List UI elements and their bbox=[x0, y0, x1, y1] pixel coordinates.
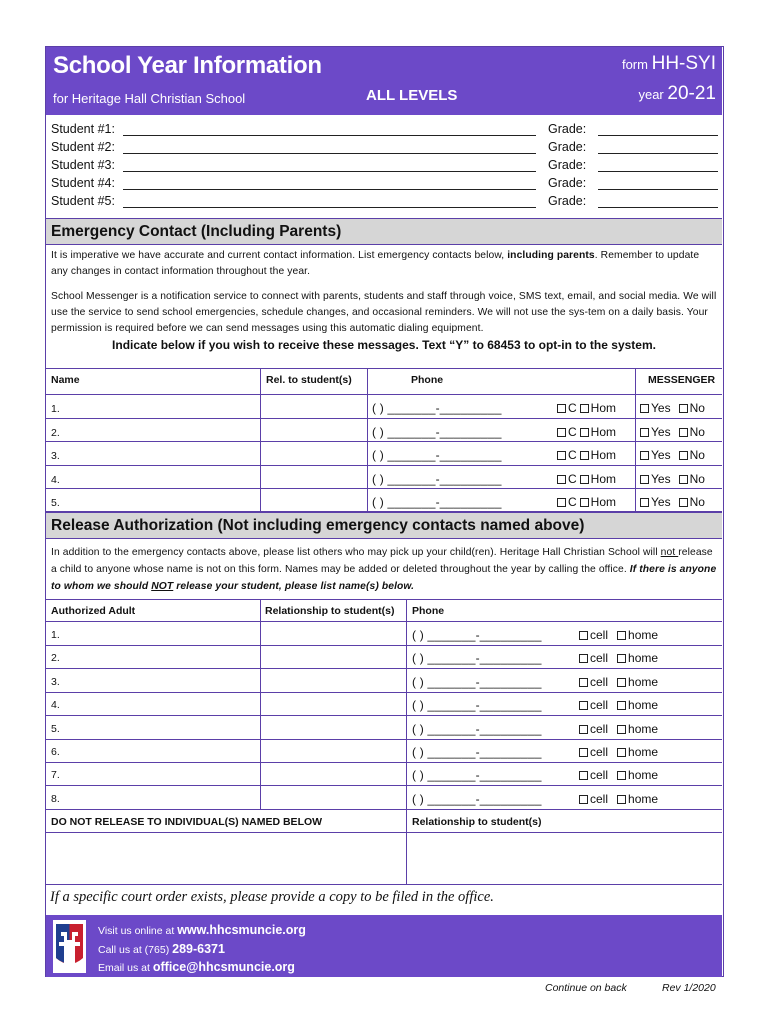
phone-field[interactable]: ( ) _______-_________ bbox=[412, 698, 542, 712]
do-not-release-header: DO NOT RELEASE TO INDIVIDUAL(S) NAMED BELOW bbox=[51, 816, 323, 828]
home-checkbox[interactable] bbox=[580, 428, 589, 437]
school-logo-icon bbox=[53, 920, 86, 973]
table-border bbox=[46, 692, 722, 693]
cell-label: cell bbox=[590, 698, 609, 712]
row-number: 1. bbox=[51, 403, 60, 415]
phone-type-options bbox=[554, 448, 616, 462]
phone-field[interactable]: ( ) _______-_________ bbox=[372, 495, 502, 509]
home-checkbox[interactable] bbox=[580, 498, 589, 507]
yes-checkbox[interactable] bbox=[640, 428, 649, 437]
messenger-options bbox=[637, 448, 705, 462]
cell-checkbox[interactable] bbox=[579, 771, 588, 780]
footer-banner bbox=[46, 915, 722, 977]
phone-type-options bbox=[576, 722, 658, 736]
cell-label: cell bbox=[590, 651, 609, 665]
home-checkbox[interactable] bbox=[617, 795, 626, 804]
home-checkbox[interactable] bbox=[617, 748, 626, 757]
phone-prefix: Call us at (765) bbox=[98, 944, 173, 956]
yes-label: Yes bbox=[651, 425, 671, 439]
phone-type-options bbox=[554, 425, 616, 439]
row-number: 4. bbox=[51, 474, 60, 486]
messenger-options bbox=[637, 425, 705, 439]
no-checkbox[interactable] bbox=[679, 498, 688, 507]
row-number: 8. bbox=[51, 793, 60, 805]
cell-checkbox[interactable] bbox=[579, 701, 588, 710]
student-label: Student #1: bbox=[51, 122, 115, 136]
phone-type-options bbox=[576, 745, 658, 759]
phone-type-options bbox=[576, 675, 658, 689]
phone-field[interactable]: ( ) _______-_________ bbox=[412, 768, 542, 782]
student-label: Student #3: bbox=[51, 158, 115, 172]
home-label: Hom bbox=[590, 448, 617, 462]
home-checkbox[interactable] bbox=[617, 654, 626, 663]
home-checkbox[interactable] bbox=[580, 451, 589, 460]
phone-field[interactable]: ( ) _______-_________ bbox=[372, 401, 502, 415]
grade-field[interactable] bbox=[598, 171, 718, 172]
home-label: home bbox=[628, 722, 659, 736]
col-header-phone: Phone bbox=[411, 374, 444, 386]
grade-label: Grade: bbox=[548, 122, 587, 136]
year-value: 20-21 bbox=[667, 83, 716, 104]
continue-on-back: Continue on back bbox=[545, 982, 627, 994]
phone-field[interactable]: ( ) _______-_________ bbox=[412, 675, 542, 689]
cell-label: C bbox=[568, 495, 577, 509]
messenger-options bbox=[637, 472, 705, 486]
release-text-not: not bbox=[660, 547, 679, 558]
release-italic-b: release your student, please list name(s) below. bbox=[173, 581, 415, 592]
row-number: 2. bbox=[51, 427, 60, 439]
messenger-options bbox=[637, 495, 705, 509]
home-label: home bbox=[628, 651, 659, 665]
cell-checkbox[interactable] bbox=[579, 725, 588, 734]
emergency-section-title: Emergency Contact (Including Parents) bbox=[46, 218, 722, 245]
table-border bbox=[46, 668, 722, 669]
home-label: Hom bbox=[590, 401, 617, 415]
table-border bbox=[46, 394, 722, 395]
home-checkbox[interactable] bbox=[580, 404, 589, 413]
school-year bbox=[638, 83, 716, 105]
form-prefix: form bbox=[621, 57, 648, 72]
cell-checkbox[interactable] bbox=[579, 654, 588, 663]
form-frame bbox=[45, 46, 724, 977]
year-prefix: year bbox=[638, 87, 664, 102]
phone-type-options bbox=[576, 651, 658, 665]
home-checkbox[interactable] bbox=[617, 701, 626, 710]
table-border bbox=[46, 762, 722, 763]
do-not-release-relationship-field[interactable] bbox=[408, 833, 722, 884]
yes-label: Yes bbox=[651, 401, 671, 415]
form-code bbox=[622, 53, 716, 75]
email-prefix: Email us at bbox=[98, 962, 153, 974]
table-border bbox=[46, 621, 722, 622]
grade-label: Grade: bbox=[548, 140, 587, 154]
grade-field[interactable] bbox=[598, 135, 718, 136]
phone-type-options bbox=[576, 792, 658, 806]
phone-type-options bbox=[554, 401, 616, 415]
grade-field[interactable] bbox=[598, 207, 718, 208]
home-label: home bbox=[628, 745, 659, 759]
website-prefix: Visit us online at bbox=[98, 925, 178, 937]
school-phone-number[interactable]: 289-6371 bbox=[172, 942, 225, 956]
cell-checkbox[interactable] bbox=[557, 498, 566, 507]
yes-checkbox[interactable] bbox=[640, 451, 649, 460]
email-link[interactable]: office@hhcsmuncie.org bbox=[152, 960, 295, 974]
table-divider bbox=[367, 368, 368, 511]
row-number: 7. bbox=[51, 769, 60, 781]
school-subtitle: for Heritage Hall Christian School bbox=[53, 91, 246, 106]
home-label: Hom bbox=[590, 495, 617, 509]
table-border bbox=[46, 645, 722, 646]
students-section bbox=[46, 115, 722, 217]
table-divider bbox=[260, 599, 261, 809]
phone-type-options bbox=[576, 628, 658, 642]
website-line bbox=[98, 923, 306, 937]
release-text-a: In addition to the emergency contacts above, please list others who may pick up your child(ren). Heritage Hall Christian School will bbox=[51, 547, 661, 558]
no-label: No bbox=[689, 448, 705, 462]
grade-label: Grade: bbox=[548, 194, 587, 208]
col-header-messenger: MESSENGER bbox=[648, 374, 716, 386]
website-link[interactable]: www.hhcsmuncie.org bbox=[177, 923, 306, 937]
yes-label: Yes bbox=[651, 472, 671, 486]
cell-checkbox[interactable] bbox=[579, 795, 588, 804]
emergency-intro bbox=[51, 248, 717, 280]
student-name-field[interactable] bbox=[123, 189, 536, 190]
cell-label: C bbox=[568, 425, 577, 439]
table-border bbox=[46, 488, 722, 489]
grade-field[interactable] bbox=[598, 153, 718, 154]
home-checkbox[interactable] bbox=[617, 631, 626, 640]
col-header-phone: Phone bbox=[412, 605, 445, 617]
table-border bbox=[46, 785, 722, 786]
home-label: Hom bbox=[590, 472, 617, 486]
home-label: Hom bbox=[590, 425, 617, 439]
cell-checkbox[interactable] bbox=[557, 428, 566, 437]
messenger-options bbox=[637, 401, 705, 415]
phone-field[interactable]: ( ) _______-_________ bbox=[412, 792, 542, 806]
col-header-relationship: Relationship to student(s) bbox=[265, 605, 395, 617]
cell-checkbox[interactable] bbox=[579, 678, 588, 687]
table-divider bbox=[406, 599, 407, 884]
cell-label: C bbox=[568, 472, 577, 486]
table-border bbox=[46, 368, 722, 369]
cell-label: cell bbox=[590, 675, 609, 689]
levels-label: ALL LEVELS bbox=[366, 87, 458, 104]
home-checkbox[interactable] bbox=[617, 771, 626, 780]
home-label: home bbox=[628, 768, 659, 782]
row-number: 6. bbox=[51, 746, 60, 758]
opt-in-instruction: Indicate below if you wish to receive these messages. Text “Y” to 68453 to opt-in to the system. bbox=[112, 338, 656, 352]
grade-label: Grade: bbox=[548, 158, 587, 172]
col-header-rel: Rel. to student(s) bbox=[266, 374, 352, 386]
header-banner bbox=[46, 47, 722, 115]
student-label: Student #4: bbox=[51, 176, 115, 190]
phone-field[interactable]: ( ) _______-_________ bbox=[412, 628, 542, 642]
phone-type-options bbox=[554, 495, 616, 509]
no-label: No bbox=[689, 472, 705, 486]
no-checkbox[interactable] bbox=[679, 451, 688, 460]
yes-checkbox[interactable] bbox=[640, 475, 649, 484]
row-number: 3. bbox=[51, 676, 60, 688]
cell-label: cell bbox=[590, 722, 609, 736]
grade-field[interactable] bbox=[598, 189, 718, 190]
no-label: No bbox=[689, 425, 705, 439]
yes-checkbox[interactable] bbox=[640, 404, 649, 413]
phone-field[interactable]: ( ) _______-_________ bbox=[412, 651, 542, 665]
student-name-field[interactable] bbox=[123, 135, 536, 136]
student-label: Student #2: bbox=[51, 140, 115, 154]
student-label: Student #5: bbox=[51, 194, 115, 208]
release-italic-a: If there is anyone to whom we should bbox=[51, 564, 717, 592]
release-text-b: release a child to anyone whose name is not on this form. Names may be added or deleted throughout the year by calling the office. bbox=[51, 547, 713, 575]
cell-checkbox[interactable] bbox=[579, 748, 588, 757]
row-number: 5. bbox=[51, 723, 60, 735]
revision-label: Rev 1/2020 bbox=[662, 982, 716, 994]
cell-checkbox[interactable] bbox=[579, 631, 588, 640]
release-description bbox=[51, 544, 717, 595]
home-label: home bbox=[628, 698, 659, 712]
phone-field[interactable]: ( ) _______-_________ bbox=[412, 722, 542, 736]
phone-line bbox=[98, 942, 225, 956]
table-border bbox=[46, 465, 722, 466]
do-not-release-name-field[interactable] bbox=[46, 833, 406, 884]
row-number: 1. bbox=[51, 629, 60, 641]
table-divider bbox=[260, 368, 261, 511]
cell-label: cell bbox=[590, 745, 609, 759]
intro-text-bold: including parents bbox=[507, 250, 595, 261]
cell-label: C bbox=[568, 401, 577, 415]
table-border bbox=[46, 809, 722, 810]
release-italic-not: NOT bbox=[151, 581, 174, 592]
messenger-description: School Messenger is a notification service to connect with parents, students and staff through voice, SMS text, email, and social media. We will use the service to send school emergencies, schedule changes, and occasional reminders. We will not use the sys-tem on a daily basis. Your permission is required before we can send messages using this automatic dialing equipment. bbox=[51, 291, 717, 334]
do-not-release-relationship-header: Relationship to student(s) bbox=[412, 816, 542, 828]
row-number: 4. bbox=[51, 699, 60, 711]
phone-field[interactable]: ( ) _______-_________ bbox=[372, 448, 502, 462]
cell-label: cell bbox=[590, 628, 609, 642]
cell-checkbox[interactable] bbox=[557, 475, 566, 484]
home-label: home bbox=[628, 628, 659, 642]
student-name-field[interactable] bbox=[123, 207, 536, 208]
no-label: No bbox=[689, 401, 705, 415]
cell-label: cell bbox=[590, 768, 609, 782]
cell-checkbox[interactable] bbox=[557, 451, 566, 460]
row-number: 2. bbox=[51, 652, 60, 664]
yes-label: Yes bbox=[651, 448, 671, 462]
row-number: 3. bbox=[51, 450, 60, 462]
student-name-field[interactable] bbox=[123, 171, 536, 172]
table-border bbox=[46, 599, 722, 600]
phone-field[interactable]: ( ) _______-_________ bbox=[372, 425, 502, 439]
grade-label: Grade: bbox=[548, 176, 587, 190]
table-border bbox=[46, 441, 722, 442]
phone-type-options bbox=[576, 698, 658, 712]
yes-label: Yes bbox=[651, 495, 671, 509]
form-code-value: HH-SYI bbox=[651, 53, 716, 74]
no-label: No bbox=[689, 495, 705, 509]
no-checkbox[interactable] bbox=[679, 404, 688, 413]
yes-checkbox[interactable] bbox=[640, 498, 649, 507]
page-title: School Year Information bbox=[53, 52, 322, 79]
intro-text-b: . Remember to update any changes in contact information throughout the year. bbox=[51, 250, 700, 277]
home-label: home bbox=[628, 675, 659, 689]
court-order-note: If a specific court order exists, please provide a copy to be filed in the office. bbox=[50, 889, 494, 905]
home-label: home bbox=[628, 792, 659, 806]
no-checkbox[interactable] bbox=[679, 475, 688, 484]
cell-checkbox[interactable] bbox=[557, 404, 566, 413]
home-checkbox[interactable] bbox=[580, 475, 589, 484]
col-header-adult: Authorized Adult bbox=[51, 605, 136, 617]
home-checkbox[interactable] bbox=[617, 678, 626, 687]
no-checkbox[interactable] bbox=[679, 428, 688, 437]
phone-field[interactable]: ( ) _______-_________ bbox=[412, 745, 542, 759]
table-divider bbox=[635, 368, 636, 511]
table-border bbox=[46, 715, 722, 716]
home-checkbox[interactable] bbox=[617, 725, 626, 734]
phone-field[interactable]: ( ) _______-_________ bbox=[372, 472, 502, 486]
phone-type-options bbox=[576, 768, 658, 782]
row-number: 5. bbox=[51, 497, 60, 509]
cell-label: C bbox=[568, 448, 577, 462]
phone-type-options bbox=[554, 472, 616, 486]
intro-text-a: It is imperative we have accurate and current contact information. List emergency contacts below, bbox=[51, 250, 508, 261]
table-border bbox=[46, 739, 722, 740]
table-border bbox=[46, 418, 722, 419]
student-name-field[interactable] bbox=[123, 153, 536, 154]
cell-label: cell bbox=[590, 792, 609, 806]
col-header-name: Name bbox=[51, 374, 80, 386]
release-section-title: Release Authorization (Not including emergency contacts named above) bbox=[46, 512, 722, 539]
email-line bbox=[98, 960, 295, 974]
